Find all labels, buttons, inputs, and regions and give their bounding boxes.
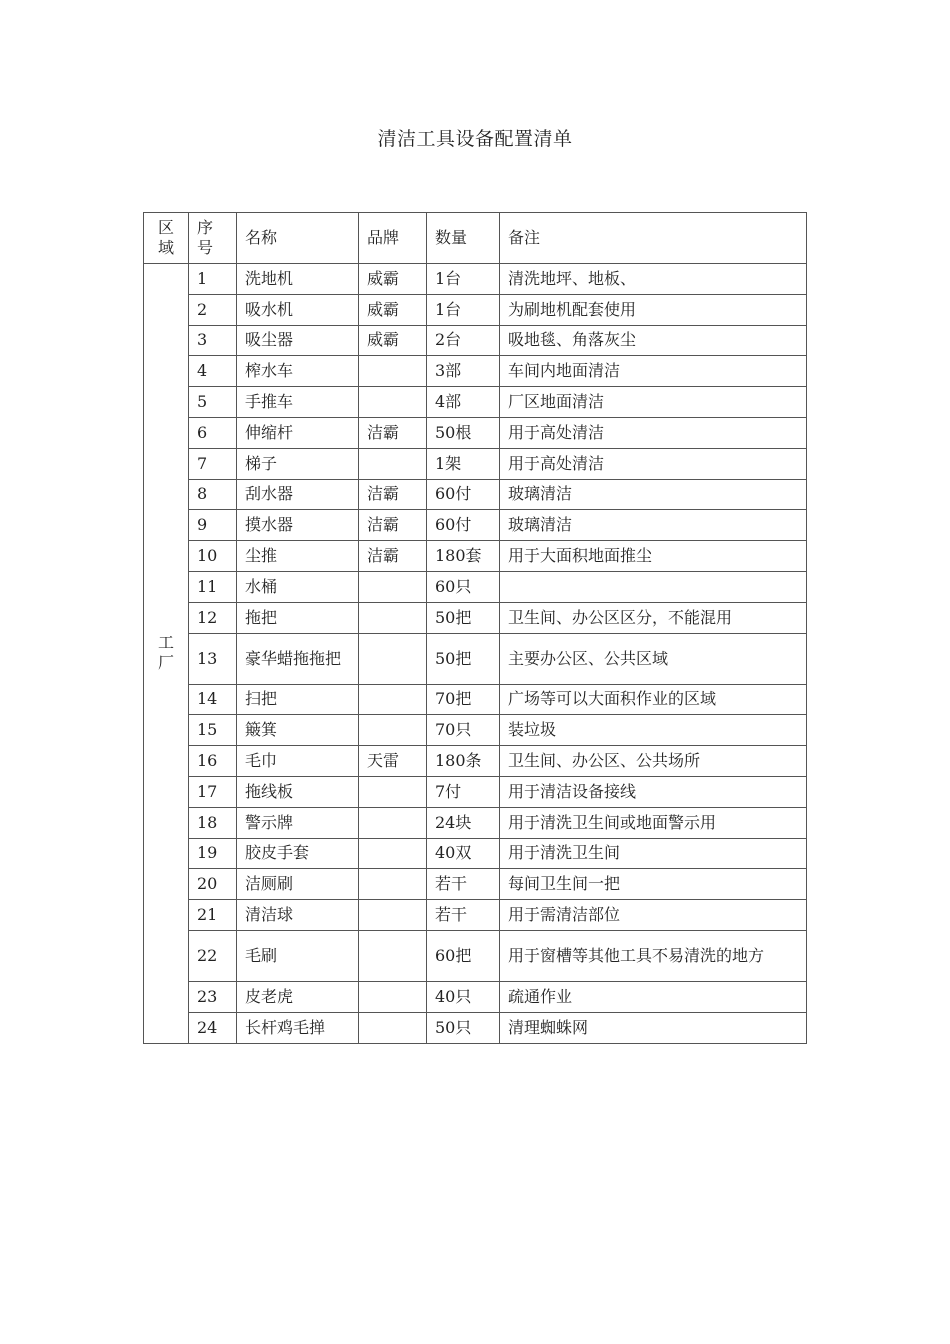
cell-note: 用于高处清洁	[500, 448, 807, 479]
cell-name: 扫把	[237, 684, 359, 715]
cell-brand	[359, 981, 427, 1012]
equipment-table	[143, 212, 807, 1044]
cell-brand	[359, 807, 427, 838]
cell-brand: 洁霸	[359, 510, 427, 541]
header-region	[144, 213, 189, 264]
table-row	[144, 417, 807, 448]
cell-brand	[359, 776, 427, 807]
cell-brand: 洁霸	[359, 479, 427, 510]
header-region-line2: 域	[157, 238, 174, 257]
cell-note: 主要办公区、公共区域	[500, 633, 807, 684]
header-no-line2: 号	[197, 238, 214, 257]
cell-name: 洗地机	[237, 264, 359, 295]
table-row	[144, 715, 807, 746]
cell-name: 清洁球	[237, 900, 359, 931]
cell-qty: 60付	[427, 510, 500, 541]
cell-qty: 1台	[427, 264, 500, 295]
header-qty: 数量	[427, 213, 500, 264]
table-row	[144, 776, 807, 807]
table-row	[144, 356, 807, 387]
region-line2: 厂	[157, 653, 174, 673]
table-row	[144, 981, 807, 1012]
header-no	[189, 213, 237, 264]
cell-brand	[359, 900, 427, 931]
cell-qty: 4部	[427, 387, 500, 418]
cell-qty: 2台	[427, 325, 500, 356]
cell-note: 用于清洗卫生间	[500, 838, 807, 869]
cell-note: 用于窗槽等其他工具不易清洗的地方	[500, 930, 807, 981]
table-row	[144, 294, 807, 325]
cell-name: 吸水机	[237, 294, 359, 325]
cell-qty: 若干	[427, 900, 500, 931]
cell-qty: 3部	[427, 356, 500, 387]
cell-brand: 威霸	[359, 294, 427, 325]
cell-qty: 50把	[427, 602, 500, 633]
cell-name: 梯子	[237, 448, 359, 479]
table-row	[144, 900, 807, 931]
header-region-line1: 区	[157, 218, 174, 237]
cell-name: 毛巾	[237, 746, 359, 777]
cell-name: 簸箕	[237, 715, 359, 746]
cell-name: 长杆鸡毛掸	[237, 1012, 359, 1043]
document-title: 清洁工具设备配置清单	[377, 128, 573, 150]
header-note: 备注	[500, 213, 807, 264]
cell-note: 清理蜘蛛网	[500, 1012, 807, 1043]
cell-name: 水桶	[237, 571, 359, 602]
cell-brand	[359, 869, 427, 900]
cell-brand	[359, 715, 427, 746]
cell-qty: 50只	[427, 1012, 500, 1043]
cell-name: 伸缩杆	[237, 417, 359, 448]
cell-qty: 24块	[427, 807, 500, 838]
table-row	[144, 264, 807, 295]
cell-note: 吸地毯、角落灰尘	[500, 325, 807, 356]
cell-qty: 40只	[427, 981, 500, 1012]
cell-name: 吸尘器	[237, 325, 359, 356]
cell-note: 玻璃清洁	[500, 510, 807, 541]
cell-brand: 洁霸	[359, 417, 427, 448]
cell-no: 20	[189, 869, 237, 900]
cell-no: 10	[189, 541, 237, 572]
cell-qty: 40双	[427, 838, 500, 869]
table-row	[144, 807, 807, 838]
cell-brand	[359, 1012, 427, 1043]
cell-no: 22	[189, 930, 237, 981]
header-brand: 品牌	[359, 213, 427, 264]
cell-brand	[359, 387, 427, 418]
table-row	[144, 541, 807, 572]
cell-no: 2	[189, 294, 237, 325]
cell-brand	[359, 571, 427, 602]
cell-name: 摸水器	[237, 510, 359, 541]
cell-qty: 若干	[427, 869, 500, 900]
cell-no: 13	[189, 633, 237, 684]
cell-note: 清洗地坪、地板、	[500, 264, 807, 295]
cell-name: 尘推	[237, 541, 359, 572]
cell-qty: 70只	[427, 715, 500, 746]
cell-no: 3	[189, 325, 237, 356]
cell-no: 16	[189, 746, 237, 777]
table-row	[144, 387, 807, 418]
cell-note: 用于清洁设备接线	[500, 776, 807, 807]
cell-no: 11	[189, 571, 237, 602]
cell-no: 5	[189, 387, 237, 418]
cell-brand	[359, 684, 427, 715]
table-row	[144, 633, 807, 684]
cell-qty: 50根	[427, 417, 500, 448]
header-no-line1: 序	[197, 218, 214, 237]
cell-qty: 7付	[427, 776, 500, 807]
cell-qty: 60把	[427, 930, 500, 981]
cell-qty: 180套	[427, 541, 500, 572]
region-line1: 工	[157, 633, 174, 653]
cell-no: 21	[189, 900, 237, 931]
cell-name: 手推车	[237, 387, 359, 418]
cell-name: 豪华蜡拖拖把	[237, 633, 359, 684]
table-row	[144, 510, 807, 541]
cell-no: 19	[189, 838, 237, 869]
cell-name: 洁厕刷	[237, 869, 359, 900]
cell-qty: 70把	[427, 684, 500, 715]
table-row	[144, 684, 807, 715]
table-row	[144, 571, 807, 602]
cell-name: 拖线板	[237, 776, 359, 807]
cell-name: 警示牌	[237, 807, 359, 838]
cell-name: 毛刷	[237, 930, 359, 981]
cell-brand: 威霸	[359, 325, 427, 356]
cell-note: 用于高处清洁	[500, 417, 807, 448]
cell-brand	[359, 448, 427, 479]
table-row	[144, 479, 807, 510]
cell-no: 6	[189, 417, 237, 448]
cell-no: 9	[189, 510, 237, 541]
table-row	[144, 869, 807, 900]
cell-note: 车间内地面清洁	[500, 356, 807, 387]
cell-note: 用于需清洁部位	[500, 900, 807, 931]
cell-qty: 50把	[427, 633, 500, 684]
cell-qty: 1台	[427, 294, 500, 325]
cell-no: 24	[189, 1012, 237, 1043]
cell-brand: 天雷	[359, 746, 427, 777]
cell-qty: 60只	[427, 571, 500, 602]
cell-note: 每间卫生间一把	[500, 869, 807, 900]
table-row	[144, 448, 807, 479]
cell-no: 1	[189, 264, 237, 295]
cell-brand	[359, 356, 427, 387]
table-row	[144, 325, 807, 356]
cell-note: 卫生间、办公区区分，不能混用	[500, 602, 807, 633]
header-name: 名称	[237, 213, 359, 264]
cell-note: 装垃圾	[500, 715, 807, 746]
cell-brand	[359, 602, 427, 633]
cell-no: 18	[189, 807, 237, 838]
table-row	[144, 602, 807, 633]
cell-note: 疏通作业	[500, 981, 807, 1012]
cell-note: 广场等可以大面积作业的区域	[500, 684, 807, 715]
table-body	[144, 213, 807, 1044]
cell-qty: 180条	[427, 746, 500, 777]
table-row	[144, 746, 807, 777]
cell-name: 皮老虎	[237, 981, 359, 1012]
cell-no: 14	[189, 684, 237, 715]
table-row	[144, 1012, 807, 1043]
cell-no: 23	[189, 981, 237, 1012]
cell-note: 玻璃清洁	[500, 479, 807, 510]
table-row	[144, 930, 807, 981]
cell-no: 8	[189, 479, 237, 510]
cell-no: 15	[189, 715, 237, 746]
cell-qty: 60付	[427, 479, 500, 510]
cell-no: 4	[189, 356, 237, 387]
cell-brand: 威霸	[359, 264, 427, 295]
cell-name: 胶皮手套	[237, 838, 359, 869]
cell-name: 榨水车	[237, 356, 359, 387]
cell-note	[500, 571, 807, 602]
cell-note: 用于清洗卫生间或地面警示用	[500, 807, 807, 838]
cell-no: 7	[189, 448, 237, 479]
cell-name: 拖把	[237, 602, 359, 633]
cell-brand	[359, 838, 427, 869]
cell-note: 厂区地面清洁	[500, 387, 807, 418]
cell-brand: 洁霸	[359, 541, 427, 572]
cell-name: 刮水器	[237, 479, 359, 510]
cell-brand	[359, 930, 427, 981]
cell-note: 为刷地机配套使用	[500, 294, 807, 325]
cell-qty: 1架	[427, 448, 500, 479]
cell-no: 17	[189, 776, 237, 807]
cell-brand	[359, 633, 427, 684]
cell-no: 12	[189, 602, 237, 633]
cell-note: 用于大面积地面推尘	[500, 541, 807, 572]
region-cell	[144, 264, 189, 1044]
table-header-row	[144, 213, 807, 264]
cell-note: 卫生间、办公区、公共场所	[500, 746, 807, 777]
table-row	[144, 838, 807, 869]
